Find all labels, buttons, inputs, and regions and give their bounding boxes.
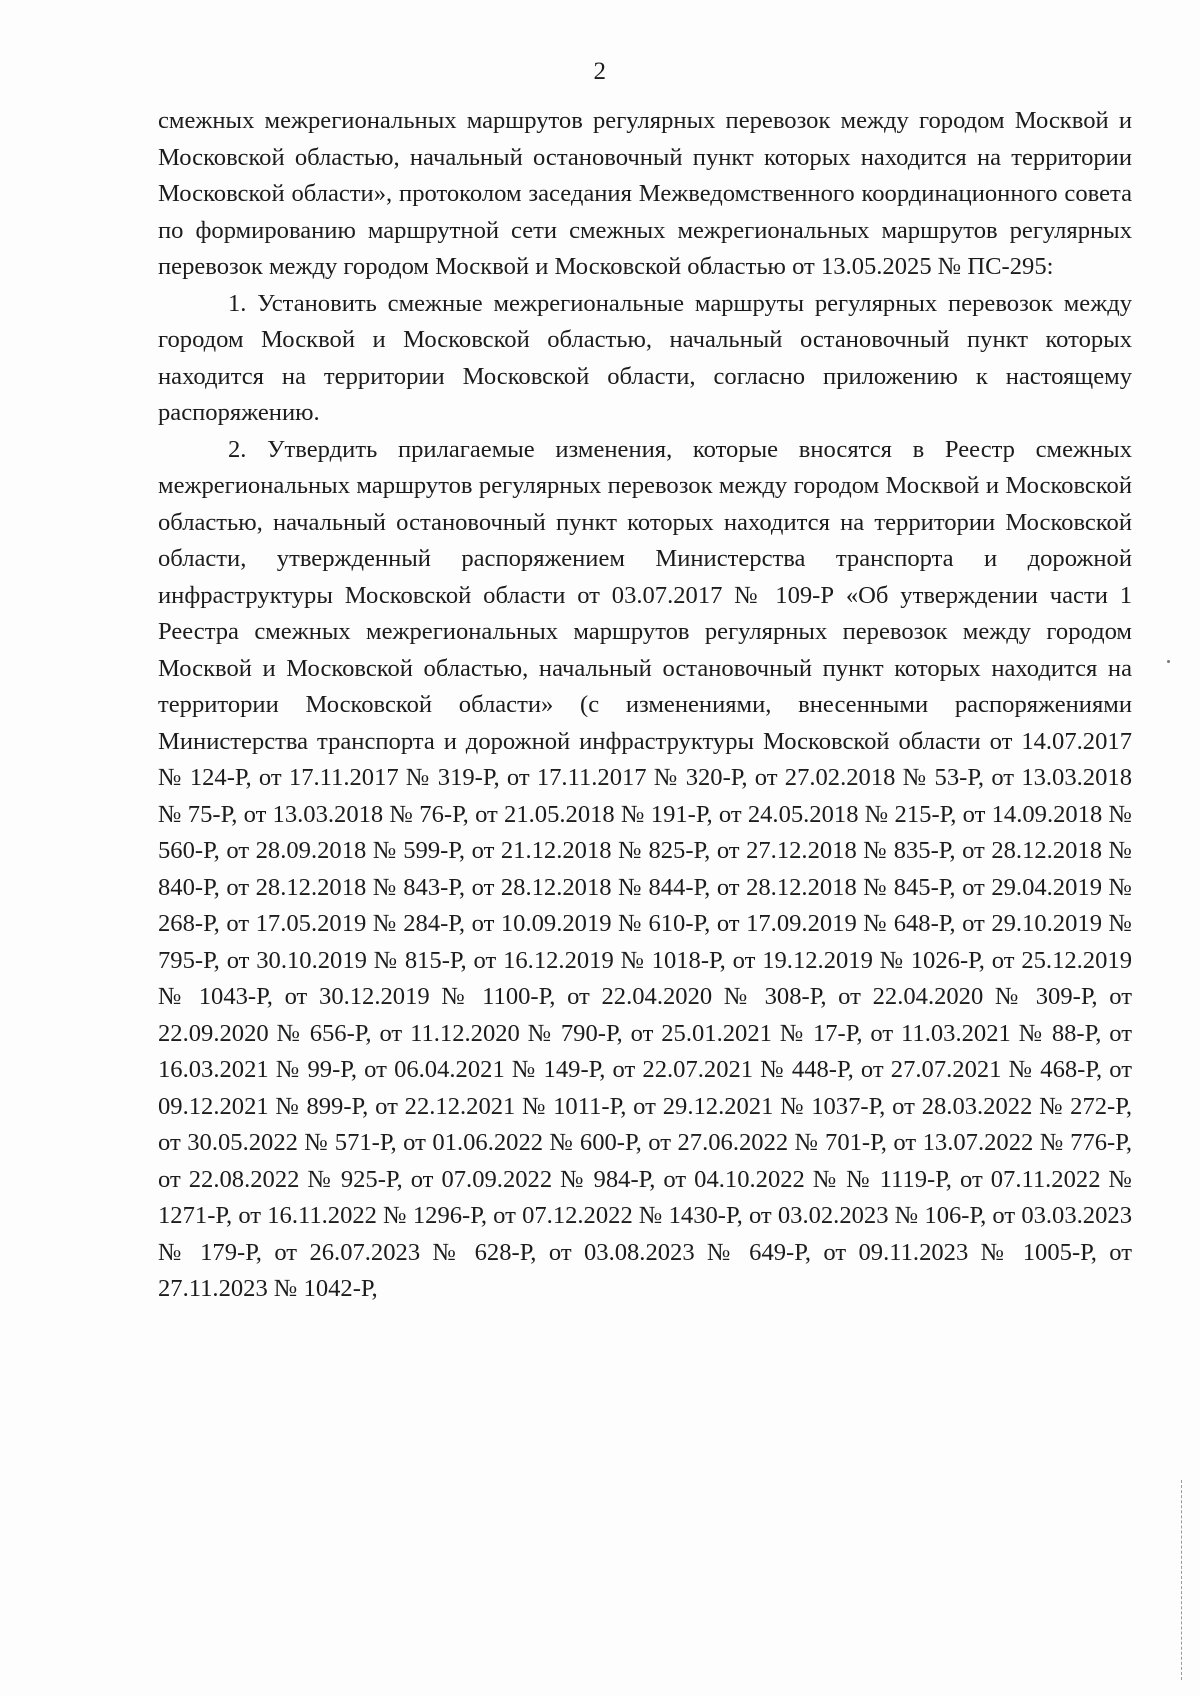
document-body bbox=[158, 103, 1132, 1308]
item-1-text: Установить смежные межрегиональные маршруты регулярных перевозок между городом Москвой и Московской областью, начальный остановочный пункт которых находится на территории Московской области, согласно приложению к настоящему распоряжению. bbox=[158, 289, 1133, 426]
item-2-paragraph bbox=[158, 432, 1132, 1308]
item-2-text: Утвердить прилагаемые изменения, которые вносятся в Реестр смежных межрегиональных маршрутов регулярных перевозок между городом Москвой и Московской областью, начальный остановочный пункт которых находится на территории Московской области, утвержденный распоряжением Министерства транспорта и дорожной инфраструктуры Московской области от 03.07.2017 № 109-Р «Об утверждении части 1 Реестра смежных межрегиональных маршрутов регулярных перевозок между городом Москвой и Московской областью, начальный остановочный пункт которых находится на территории Московской области» (с изменениями, внесенными распоряжениями Министерства транспорта и дорожной инфраструктуры Московской области от 14.07.2017 № 124-Р, от 17.11.2017 № 319-Р, от 17.11.2017 № 320-Р, от 27.02.2018 № 53-Р, от 13.03.2018 № 75-Р, от 13.03.2018 № 76-Р, от 21.05.2018 № 191-Р, от 24.05.2018 № 215-Р, от 14.09.2018 № 560-Р, от 28.09.2018 № 599-Р, от 21.12.2018 № 825-Р, от 27.12.2018 № 835-Р, от 28.12.2018 № 840-Р, от 28.12.2018 № 843-Р, от 28.12.2018 № 844-Р, от 28.12.2018 № 845-Р, от 29.04.2019 № 268-Р, от 17.05.2019 № 284-Р, от 10.09.2019 № 610-Р, от 17.09.2019 № 648-Р, от 29.10.2019 № 795-Р, от 30.10.2019 № 815-Р, от 16.12.2019 № 1018-Р, от 19.12.2019 № 1026-Р, от 25.12.2019 № 1043-Р, от 30.12.2019 № 1100-Р, от 22.04.2020 № 308-Р, от 22.04.2020 № 309-Р, от 22.09.2020 № 656-Р, от 11.12.2020 № 790-Р, от 25.01.2021 № 17-Р, от 11.03.2021 № 88-Р, от 16.03.2021 № 99-Р, от 06.04.2021 № 149-Р, от 22.07.2021 № 448-Р, от 27.07.2021 № 468-Р, от 09.12.2021 № 899-Р, от 22.12.2021 № 1011-Р, от 29.12.2021 № 1037-Р, от 28.03.2022 № 272-Р, от 30.05.2022 № 571-Р, от 01.06.2022 № 600-Р, от 27.06.2022 № 701-Р, от 13.07.2022 № 776-Р, от 22.08.2022 № 925-Р, от 07.09.2022 № 984-Р, от 04.10.2022 № № 1119-Р, от 07.11.2022 № 1271-Р, от 16.11.2022 № 1296-Р, от 07.12.2022 № 1430-Р, от 03.02.2023 № 106-Р, от 03.03.2023 № 179-Р, от 26.07.2023 № 628-Р, от 03.08.2023 № 649-Р, от 09.11.2023 № 1005-Р, от 27.11.2023 № 1042-Р, bbox=[158, 435, 1132, 1302]
item-2-number: 2. bbox=[228, 435, 247, 463]
page-number: 2 bbox=[593, 58, 607, 85]
item-1-number: 1. bbox=[228, 289, 247, 317]
scan-edge-mark bbox=[1180, 1480, 1182, 1680]
intro-paragraph: смежных межрегиональных маршрутов регулярных перевозок между городом Москвой и Московской областью, начальный остановочный пункт которых находится на территории Московской области», протоколом заседания Межведомственного координационного совета по формированию маршрутной сети смежных межрегиональных маршрутов регулярных перевозок между городом Москвой и Московской областью от 13.05.2025 № ПС-295: bbox=[158, 107, 1132, 280]
item-1-paragraph bbox=[158, 286, 1132, 432]
scan-speck bbox=[1167, 660, 1170, 663]
